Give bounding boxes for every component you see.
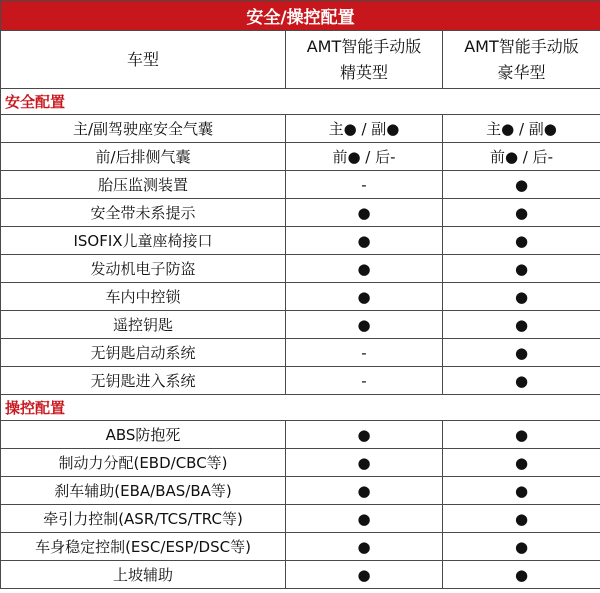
table-row — [1, 255, 600, 283]
feature-value: 主● / 副● — [286, 115, 443, 143]
table-row — [1, 561, 600, 589]
feature-value: ● — [443, 477, 600, 505]
feature-name: 车内中控锁 — [1, 283, 286, 311]
feature-name: 胎压监测装置 — [1, 171, 286, 199]
feature-value: - — [286, 171, 443, 199]
feature-value: ● — [443, 367, 600, 395]
section-title: 操控配置 — [1, 395, 600, 421]
table-row — [1, 143, 600, 171]
feature-value: - — [286, 339, 443, 367]
feature-name: 制动力分配(EBD/CBC等) — [1, 449, 286, 477]
table-row — [1, 171, 600, 199]
section-title: 安全配置 — [1, 89, 600, 115]
feature-value: ● — [286, 477, 443, 505]
feature-value: ● — [443, 311, 600, 339]
model-label: 车型 — [1, 31, 286, 89]
table-row — [1, 367, 600, 395]
trim-2-line2: 豪华型 — [497, 62, 546, 82]
feature-name: 前/后排侧气囊 — [1, 143, 286, 171]
feature-value: ● — [443, 339, 600, 367]
table-row — [1, 505, 600, 533]
trim-header-1 — [286, 31, 443, 89]
feature-value: ● — [443, 561, 600, 589]
feature-value: ● — [443, 505, 600, 533]
feature-name: 无钥匙进入系统 — [1, 367, 286, 395]
table-row — [1, 227, 600, 255]
feature-name: 刹车辅助(EBA/BAS/BA等) — [1, 477, 286, 505]
feature-name: 无钥匙启动系统 — [1, 339, 286, 367]
feature-value: - — [286, 367, 443, 395]
table-title: 安全/操控配置 — [1, 1, 600, 31]
trim-1-line2: 精英型 — [339, 62, 388, 82]
feature-value: ● — [286, 199, 443, 227]
section-row — [1, 89, 600, 115]
trim-2-line1: AMT智能手动版 — [464, 36, 579, 56]
table-row — [1, 283, 600, 311]
feature-value: 前● / 后- — [443, 143, 600, 171]
feature-value: ● — [443, 421, 600, 449]
feature-name: 车身稳定控制(ESC/ESP/DSC等) — [1, 533, 286, 561]
table-row — [1, 311, 600, 339]
trim-header-2 — [443, 31, 600, 89]
header-row — [1, 31, 600, 89]
table-row — [1, 533, 600, 561]
table-row — [1, 199, 600, 227]
feature-value: ● — [443, 533, 600, 561]
feature-value: ● — [286, 311, 443, 339]
feature-value: ● — [443, 449, 600, 477]
feature-name: 上坡辅助 — [1, 561, 286, 589]
table-title-row — [1, 1, 600, 31]
feature-name: 主/副驾驶座安全气囊 — [1, 115, 286, 143]
section-row — [1, 395, 600, 421]
feature-value: ● — [286, 255, 443, 283]
feature-value: 前● / 后- — [286, 143, 443, 171]
feature-value: ● — [286, 227, 443, 255]
feature-value: ● — [286, 505, 443, 533]
feature-name: 牵引力控制(ASR/TCS/TRC等) — [1, 505, 286, 533]
feature-name: ABS防抱死 — [1, 421, 286, 449]
feature-name: ISOFIX儿童座椅接口 — [1, 227, 286, 255]
feature-name: 发动机电子防盗 — [1, 255, 286, 283]
table-row — [1, 339, 600, 367]
table-row — [1, 477, 600, 505]
table-row — [1, 115, 600, 143]
feature-value: ● — [286, 421, 443, 449]
feature-value: ● — [286, 561, 443, 589]
feature-value: ● — [443, 255, 600, 283]
feature-value: ● — [286, 449, 443, 477]
feature-name: 安全带未系提示 — [1, 199, 286, 227]
feature-name: 遥控钥匙 — [1, 311, 286, 339]
feature-value: ● — [443, 227, 600, 255]
feature-value: 主● / 副● — [443, 115, 600, 143]
table-row — [1, 449, 600, 477]
table-row — [1, 421, 600, 449]
trim-1-line1: AMT智能手动版 — [306, 36, 422, 56]
feature-value: ● — [443, 283, 600, 311]
feature-value: ● — [443, 199, 600, 227]
feature-value: ● — [286, 283, 443, 311]
feature-value: ● — [443, 171, 600, 199]
feature-value: ● — [286, 533, 443, 561]
